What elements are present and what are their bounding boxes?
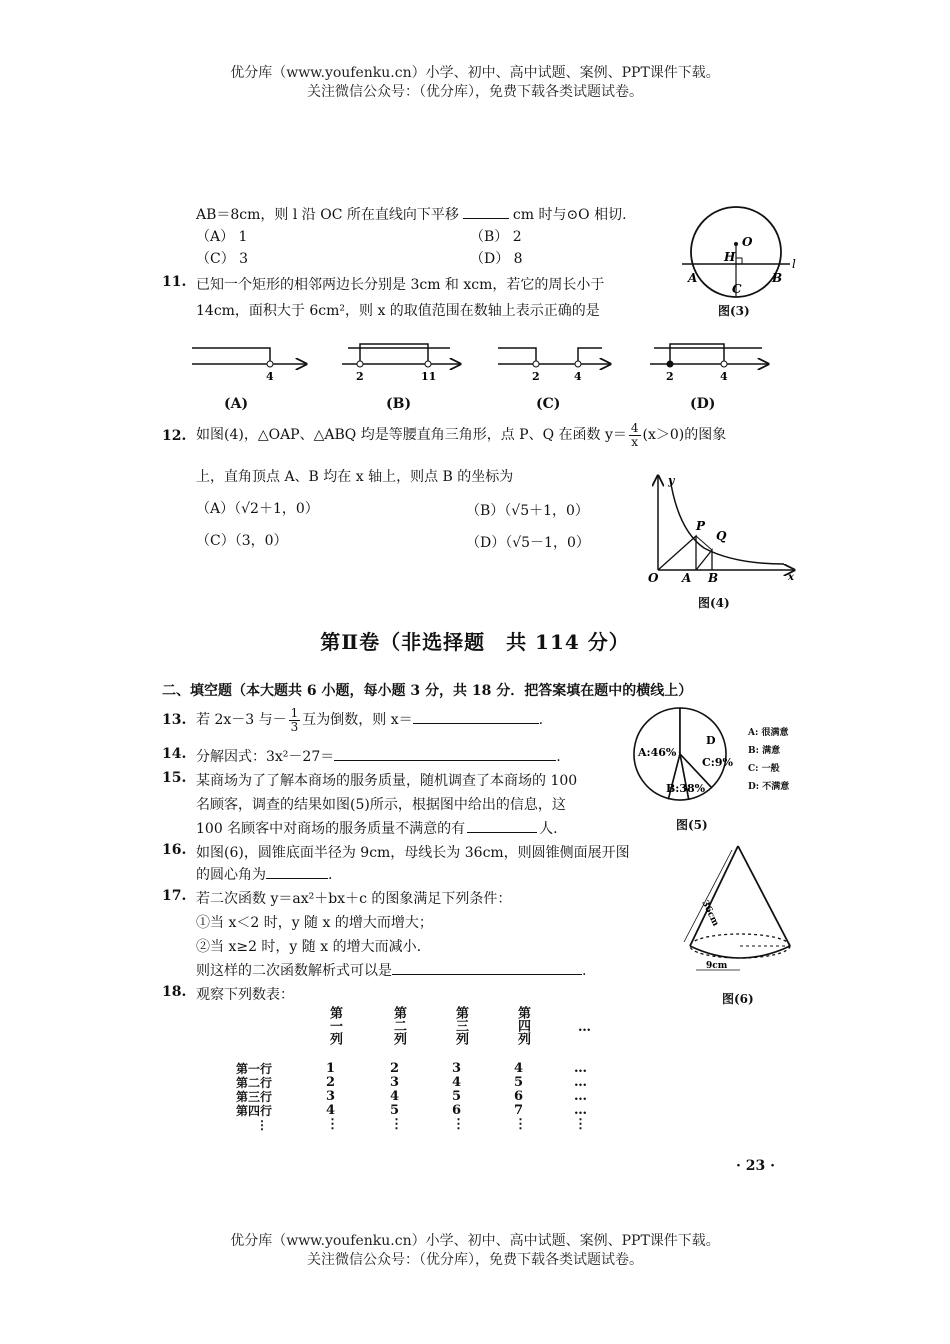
q11-number-lines (188, 334, 788, 390)
footer-line-1: 优分库（www.youfenku.cn）小学、初中、高中试题、案例、PPT课件下载。 (230, 1233, 720, 1249)
table-row: 3 4 5 6 … (326, 1089, 587, 1104)
fig3-label-o: O (742, 235, 753, 249)
number-line-d-tick-1: 2 (666, 370, 674, 383)
row-header-3: 第三行 (236, 1090, 273, 1104)
q18-number: 18. (162, 984, 187, 1000)
q12-option-c: （C）（3，0） (196, 533, 288, 549)
fig3-label-a: A (688, 271, 698, 285)
fig4-label-y: y (668, 474, 675, 487)
fig4-label-p: P (696, 519, 706, 533)
q12-frac-denominator: x (631, 434, 639, 449)
q12-frac-numerator: 4 (630, 420, 639, 435)
q11-line-2: 14cm，面积大于 6cm²，则 x 的取值范围在数轴上表示正确的是 (196, 303, 600, 319)
number-table (326, 1062, 587, 1132)
fig6-slant-label: 36cm (699, 898, 721, 929)
section-2-title: 第Ⅱ卷（非选择题 共 114 分） (320, 630, 630, 654)
pie-label-d: D (706, 734, 716, 747)
q15-line-2: 名顾客，调查的结果如图(5)所示，根据图中给出的信息，这 (196, 797, 566, 813)
fig4-caption: 图(4) (698, 596, 730, 610)
header-line-1: 优分库（www.youfenku.cn）小学、初中、高中试题、案例、PPT课件下载。 (230, 65, 720, 81)
page-number: · 23 · (736, 1158, 775, 1174)
fig3-label-c: C (732, 282, 742, 296)
q14-stem: 分解因式：3x²－27＝ . (196, 746, 561, 766)
col-header-ellipsis: … (578, 1020, 591, 1035)
q18-line-1: 观察下列数表： (196, 987, 294, 1003)
part-2-heading: 二、填空题（本大题共 6 小题，每小题 3 分，共 18 分．把答案填在题中的横线上） (162, 683, 693, 699)
row-header-vdots: ⋮ (256, 1118, 268, 1132)
header-line-2: 关注微信公众号：（优分库），免费下载各类试题试卷。 (307, 84, 643, 100)
fig3-label-b: B (772, 271, 783, 285)
q12-line-2: 上，直角顶点 A、B 均在 x 轴上，则点 B 的坐标为 (196, 469, 514, 485)
q13-frac-denominator: 3 (290, 719, 299, 734)
table-row: 1 2 3 4 … (326, 1061, 587, 1076)
q11-number: 11. (162, 274, 187, 290)
fig4-label-q: Q (716, 529, 727, 543)
q11-option-c-label: (C) (536, 396, 561, 412)
fig4-label-a: A (682, 571, 692, 585)
fig5-legend (748, 724, 789, 796)
q10-option-c: （C） 3 (196, 251, 249, 267)
number-line-c (498, 348, 610, 383)
q17-line-4: 则这样的二次函数解析式可以是 . (196, 960, 586, 980)
q17-line-3: ②当 x≥2 时，y 随 x 的增大而减小. (196, 939, 422, 955)
q12-line-1: 如图(4)，△OAP、△ABQ 均是等腰直角三角形，点 P、Q 在函数 y＝ $\frac{4}{x}$ (x＞0)的图象 (196, 420, 727, 449)
q16-line-1: 如图(6)，圆锥底面半径为 9cm，母线长为 36cm，则圆锥侧面展开图 (196, 845, 630, 861)
fig4-label-b: B (708, 571, 719, 585)
number-line-b (342, 344, 460, 383)
row-header-2: 第二行 (236, 1076, 273, 1090)
q16-line-2: 的圆心角为 . (196, 864, 332, 884)
fig3-label-l: l (792, 257, 796, 271)
fig3-caption: 图(3) (718, 304, 750, 318)
q11-option-a-label: (A) (224, 396, 249, 412)
number-line-a-tick: 4 (266, 370, 274, 383)
fig4-label-o: O (648, 571, 659, 585)
q12-option-b: （B）（√5＋1，0） (466, 503, 589, 519)
number-line-a (192, 348, 306, 383)
q12-option-d: （D）（√5－1，0） (466, 535, 590, 551)
col-header-3: 第三列 (453, 1006, 468, 1045)
fig4-label-x: x (788, 572, 794, 583)
q10-stem: AB＝8cm，则 l 沿 OC 所在直线向下平移 cm 时与⊙O 相切. (196, 204, 627, 224)
number-line-d-tick-2: 4 (720, 370, 728, 383)
row-header-4: 第四行 (236, 1104, 273, 1118)
q13-stem: 若 2x－3 与－ $\frac{1}{3}$ 互为倒数，则 x＝ . (196, 705, 544, 734)
q17-line-2: ①当 x＜2 时，y 随 x 的增大而增大； (196, 915, 433, 931)
fig6-caption: 图(6) (722, 992, 754, 1006)
fig6-radius-label: 9cm (706, 961, 728, 971)
q15-number: 15. (162, 770, 187, 786)
q11-line-1: 已知一个矩形的相邻两边长分别是 3cm 和 xcm，若它的周长小于 (196, 277, 605, 293)
row-header-1: 第一行 (236, 1062, 273, 1076)
pie-label-c: C:9% (702, 756, 733, 769)
q12-option-a: （A）（√2＋1，0） (196, 501, 319, 517)
q10-option-d: （D） 8 (470, 251, 523, 267)
q11-option-b-label: (B) (386, 396, 412, 412)
q11-option-d-label: (D) (690, 396, 716, 412)
col-header-4: 第四列 (515, 1006, 530, 1045)
footer-line-2: 关注微信公众号：（优分库），免费下载各类试题试卷。 (307, 1252, 643, 1268)
legend-item-a: A: 很满意 (748, 728, 789, 738)
figure-5-pie-chart (624, 702, 744, 812)
figure-6-cone (676, 842, 806, 982)
col-header-2: 第二列 (391, 1006, 406, 1045)
q12-number: 12. (162, 428, 187, 444)
q10-option-b: （B） 2 (470, 229, 522, 245)
q15-line-1: 某商场为了了解本商场的服务质量，随机调查了本商场的 100 (196, 773, 578, 789)
fig5-caption: 图(5) (676, 818, 708, 832)
q15-line-3: 100 名顾客中对商场的服务质量不满意的有 人. (196, 818, 558, 838)
q16-number: 16. (162, 842, 187, 858)
legend-item-b: B: 满意 (748, 746, 781, 756)
number-line-b-tick-2: 11 (421, 370, 437, 383)
q13-frac-numerator: 1 (290, 705, 299, 720)
q10-option-a: （A） 1 (196, 229, 248, 245)
q17-number: 17. (162, 888, 187, 904)
figure-4-graph (644, 470, 804, 588)
legend-item-c: C: 一般 (748, 764, 780, 774)
q13-number: 13. (162, 712, 187, 728)
number-line-c-tick-1: 2 (532, 370, 540, 383)
table-row: 2 3 4 5 … (326, 1075, 587, 1090)
col-header-1: 第一列 (327, 1006, 342, 1045)
number-line-b-tick-1: 2 (356, 370, 364, 383)
fig3-label-h: H (724, 250, 736, 264)
q17-line-1: 若二次函数 y＝ax²＋bx＋c 的图象满足下列条件： (196, 891, 512, 907)
row-headers (236, 1062, 272, 1132)
pie-label-b: B:38% (666, 782, 706, 795)
number-line-d (650, 344, 768, 383)
table-row: 4 5 6 7 … (326, 1103, 587, 1118)
legend-item-d: D: 不满意 (748, 782, 790, 792)
pie-label-a: A:46% (638, 746, 677, 759)
number-line-c-tick-2: 4 (574, 370, 582, 383)
q14-number: 14. (162, 746, 187, 762)
table-row-vdots: ⋮ ⋮ ⋮ ⋮ ⋮ (326, 1117, 587, 1132)
